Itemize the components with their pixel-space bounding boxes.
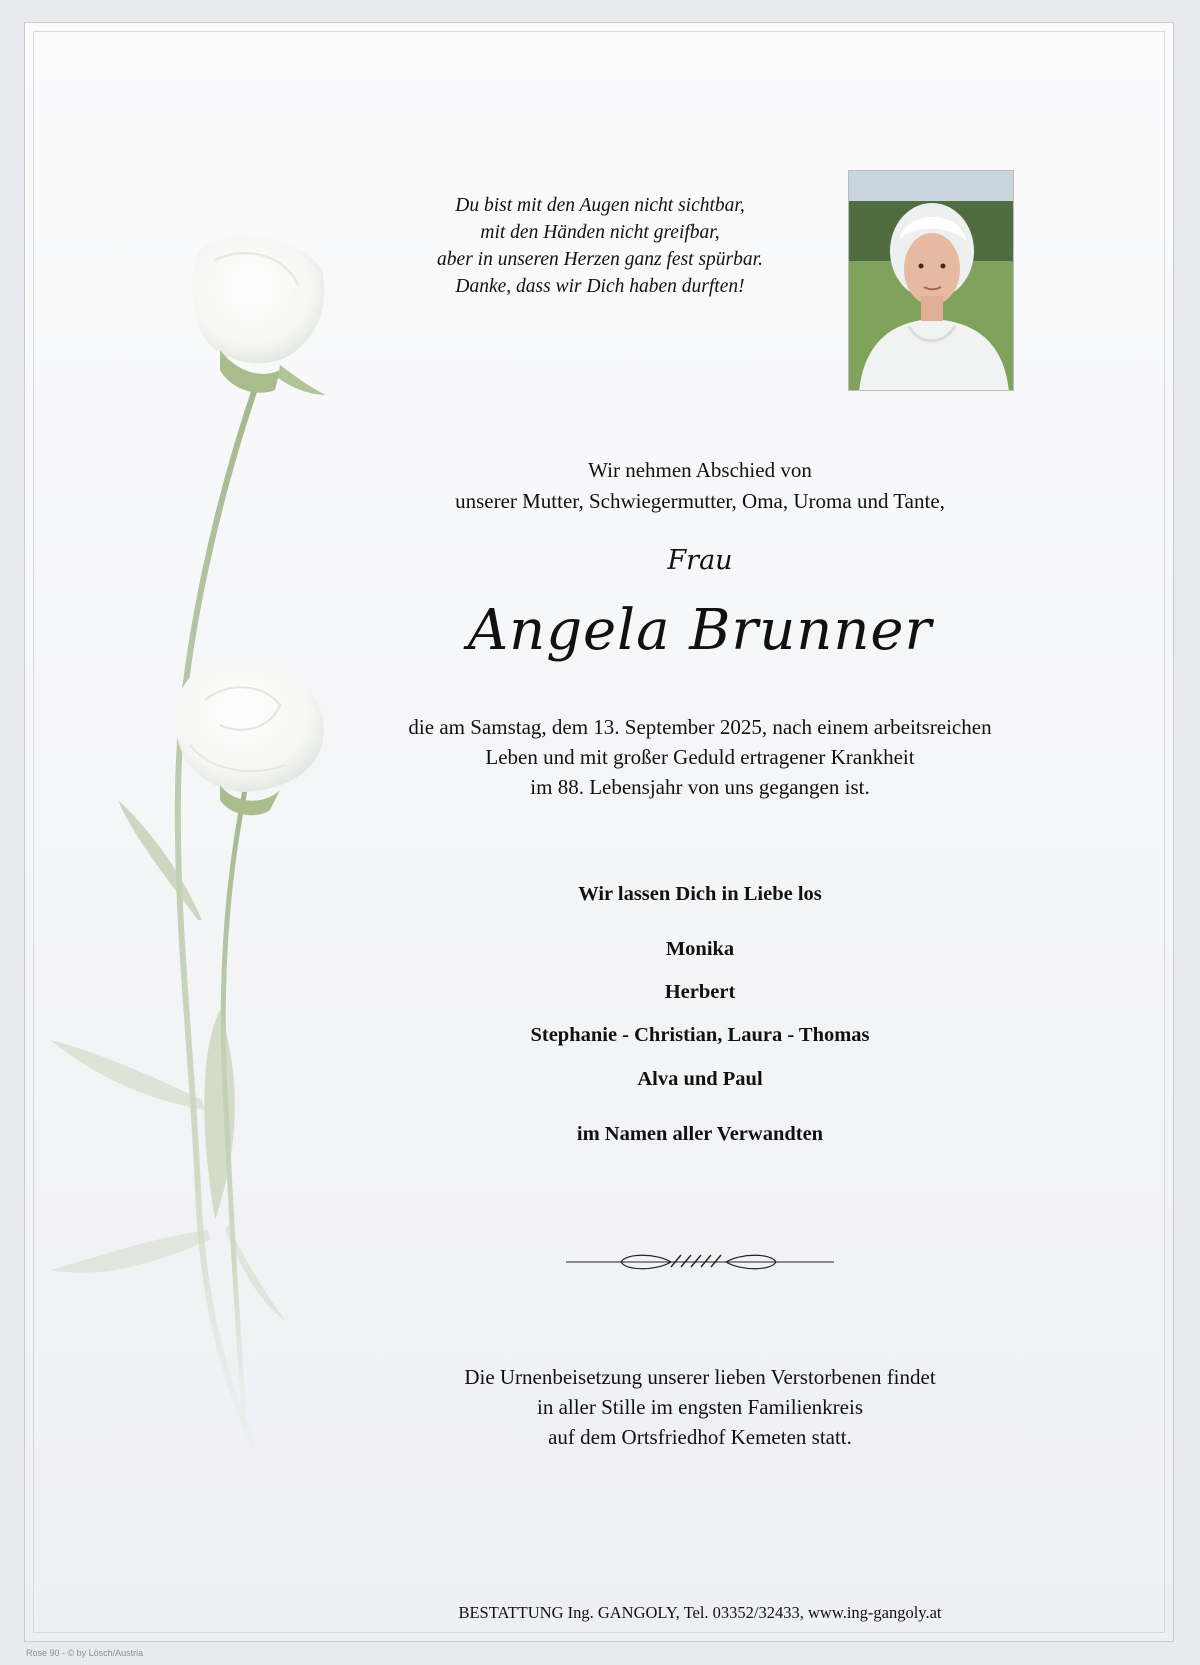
passing-text xyxy=(330,712,1070,802)
mourner-name: Monika xyxy=(665,938,735,960)
burial-line: auf dem Ortsfriedhof Kemeten statt. xyxy=(548,1425,852,1449)
mourner-name: Stephanie - Christian, Laura - Thomas xyxy=(530,1024,870,1046)
deceased-name: Angela Brunner xyxy=(467,598,933,663)
farewell-intro xyxy=(330,455,1070,517)
quote-line: Du bist mit den Augen nicht sichtbar, xyxy=(455,195,745,216)
portrait-image xyxy=(849,171,1014,391)
mourners-heading: Wir lassen Dich in Liebe los xyxy=(578,883,822,905)
passing-line: Leben und mit großer Geduld ertragener Krankheit xyxy=(485,745,915,769)
quote-line: Danke, dass wir Dich haben durften! xyxy=(455,276,745,297)
burial-line: Die Urnenbeisetzung unserer lieben Verstorbenen findet xyxy=(464,1365,936,1389)
passing-line: die am Samstag, dem 13. September 2025, nach einem arbeitsreichen xyxy=(408,715,992,739)
mourners-closing: im Namen aller Verwandten xyxy=(576,1123,824,1145)
white-roses-illustration xyxy=(30,230,370,1470)
salutation: Frau xyxy=(667,545,733,576)
intro-line: Wir nehmen Abschied von xyxy=(588,458,812,482)
quote-line: mit den Händen nicht greifbar, xyxy=(480,222,720,243)
burial-line: in aller Stille im engsten Familienkreis xyxy=(536,1395,864,1419)
mourner-name: Alva und Paul xyxy=(637,1068,763,1090)
ornamental-divider xyxy=(566,1247,834,1277)
intro-line: unserer Mutter, Schwiegermutter, Oma, Uroma und Tante, xyxy=(455,489,945,513)
quote-line: aber in unseren Herzen ganz fest spürbar. xyxy=(437,249,763,270)
burial-notice xyxy=(330,1362,1070,1452)
passing-line: im 88. Lebensjahr von uns gegangen ist. xyxy=(530,775,870,799)
memorial-quote xyxy=(390,192,810,300)
mourner-name: Herbert xyxy=(664,981,736,1003)
portrait-photo xyxy=(848,170,1014,391)
funeral-home-footer: BESTATTUNG Ing. GANGOLY, Tel. 03352/32433, www.ing-gangoly.at xyxy=(458,1603,942,1622)
image-credit: Rose 90 - © by Lösch/Austria xyxy=(26,1648,144,1658)
